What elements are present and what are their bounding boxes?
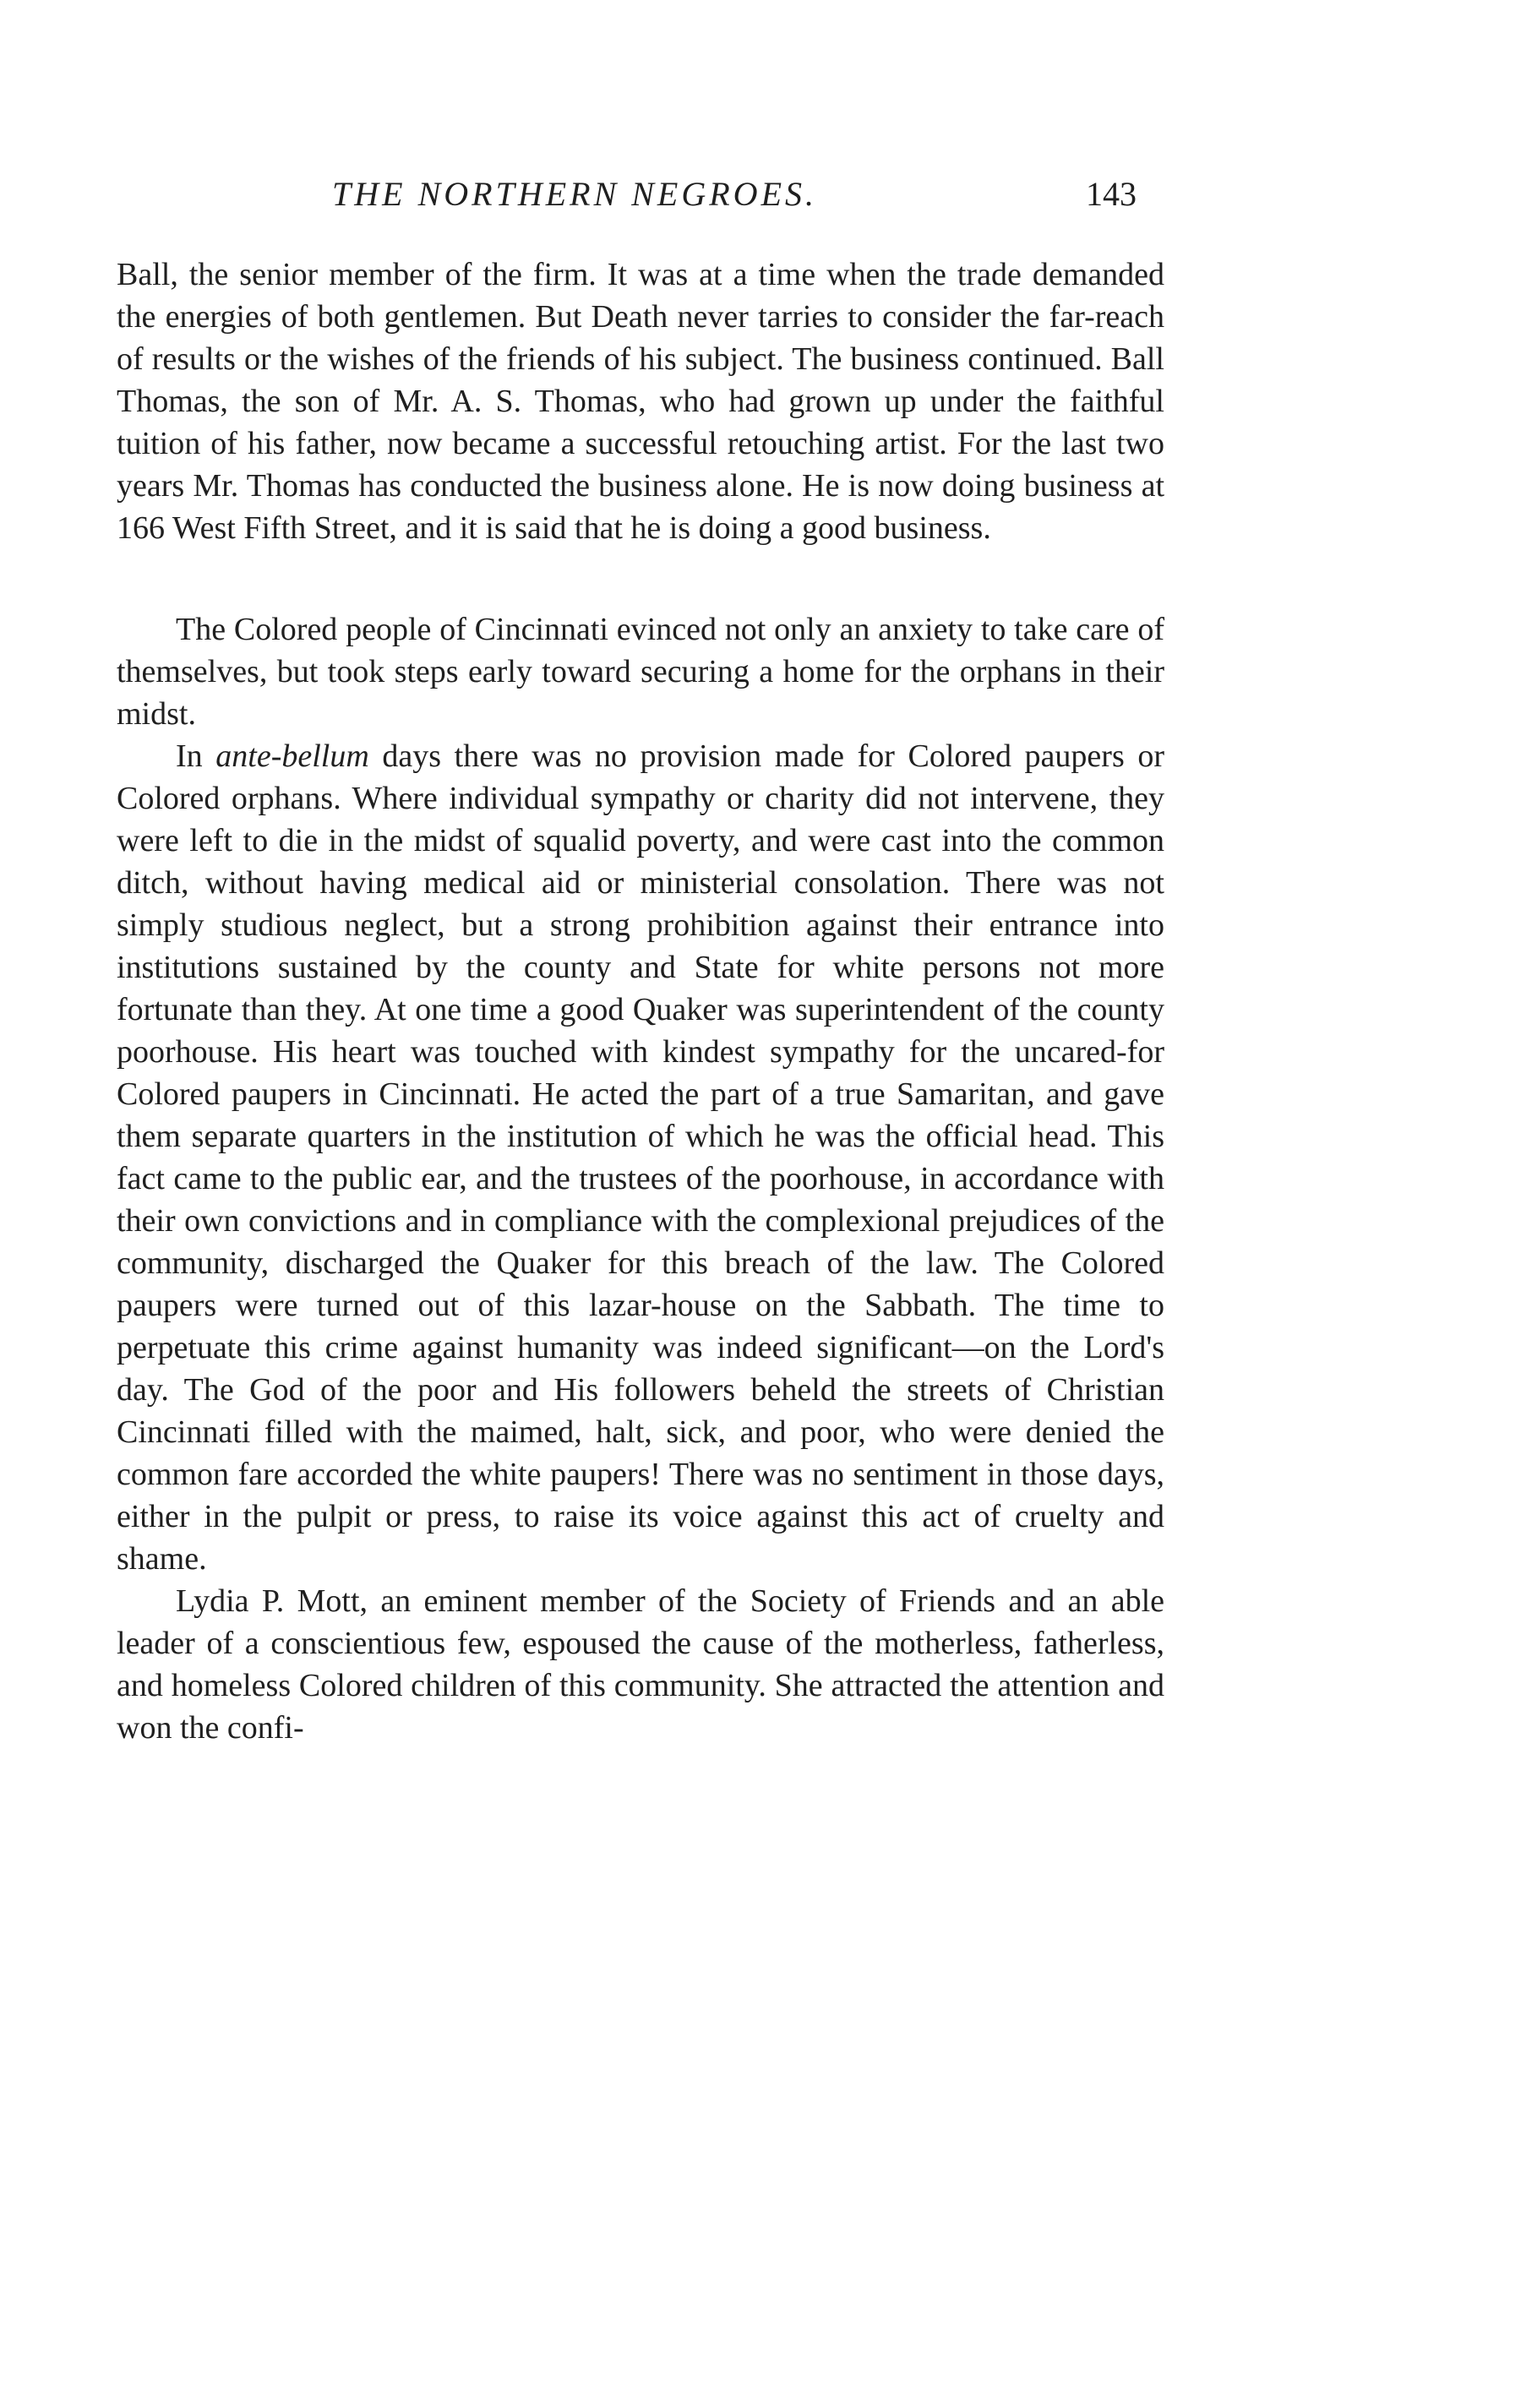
running-title: THE NORTHERN NEGROES.: [332, 175, 817, 213]
paragraph-lydia-mott: Lydia P. Mott, an eminent member of the Society of Friends and an able leader of a conscientious few, espoused the cause of the motherless, fatherless, and homeless Colored children of this community. She attracted the attention and won the confi-: [117, 1583, 1164, 1746]
paragraph-lead: In: [176, 738, 216, 774]
paragraph-continued: Ball, the senior member of the firm. It was at a time when the trade demanded the energies of both gentlemen. But Death never tarries to consider the far-reach of results or the wishes of the friends of his subject. The business continued. Ball Thomas, the son of Mr. A. S. Thomas, who had grown up under the faithful tuition of his father, now became a successful retouching artist. For the last two years Mr. Thomas has conducted the business alone. He is now doing business at 166 West Fifth Street, and it is said that he is doing a good business.: [117, 257, 1164, 546]
page-number: 143: [1086, 175, 1137, 213]
paragraph-orphans-home: The Colored people of Cincinnati evinced not only an anxiety to take care of themselves, but took steps early toward securing a home for the orphans in their midst.: [117, 612, 1164, 732]
paragraph-ante-bellum: [117, 735, 1164, 1580]
paragraph-body: days there was no provision made for Colored paupers or Colored orphans. Where individual sympathy or charity did not intervene, they were left to die in the midst of squalid poverty, and were cast into the common ditch, without having medical aid or ministerial consolation. There was not simply studious neglect, but a strong prohibition against their entrance into institutions sustained by the county and State for white persons not more fortunate than they. At one time a good Quaker was superintendent of the county poorhouse. His heart was touched with kindest sympathy for the uncared-for Colored paupers in Cincinnati. He acted the part of a true Samaritan, and gave them separate quarters in the institution of which he was the official head. This fact came to the public ear, and the trustees of the poorhouse, in accordance with their own convictions and in compliance with the complexional prejudices of the community, discharged the Quaker for this breach of the law. The Colored paupers were turned out of this lazar-house on the Sabbath. The time to perpetuate this crime against humanity was indeed significant—on the Lord's day. The God of the poor and His followers beheld the streets of Christian Cincinnati filled with the maimed, halt, sick, and poor, who were denied the common fare accorded the white paupers! There was no sentiment in those days, either in the pulpit or press, to raise its voice against this act of cruelty and shame.: [117, 738, 1164, 1577]
section-break: [117, 549, 1164, 608]
latin-phrase: ante-bellum: [215, 738, 369, 774]
body-text: [117, 253, 1164, 1749]
running-head: [0, 169, 1521, 220]
